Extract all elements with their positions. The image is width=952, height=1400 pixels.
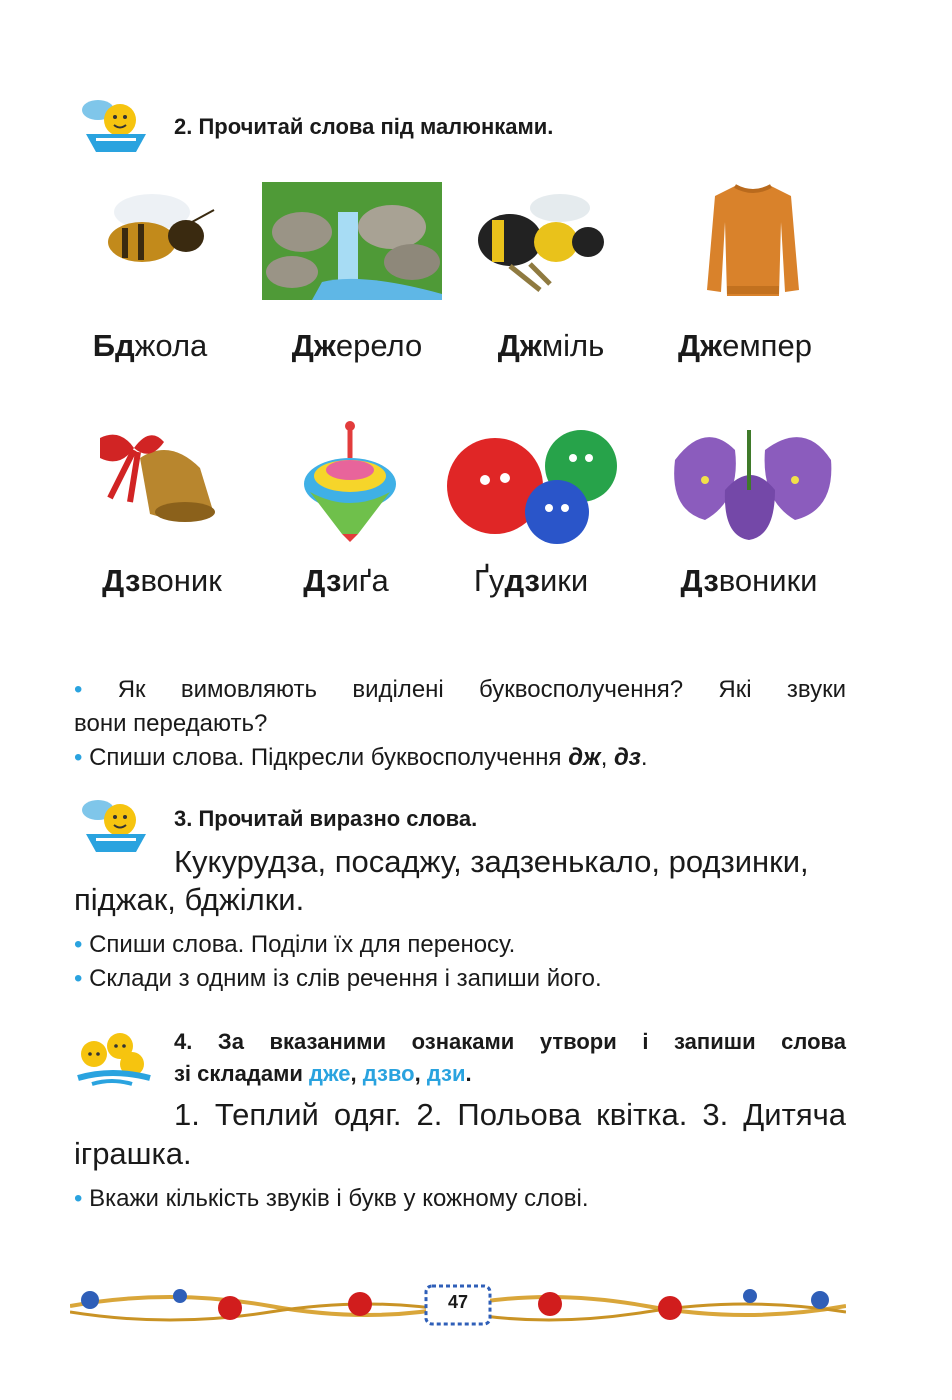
sun-boat-icon — [72, 796, 152, 858]
sun-boat-icon — [72, 96, 152, 158]
task-2-question-1-line-1: • Як вимовляють виділені буквосполучення? Які звуки — [74, 676, 847, 703]
word-dzvonyk: Дзвоник — [102, 563, 222, 598]
task-4-line-2: іграшка. — [74, 1136, 192, 1171]
task-3-words-line-1: Кукурудза, посаджу, задзенькало, родзинки, — [174, 844, 809, 879]
word-dzhmil: Джміль — [497, 328, 605, 363]
task-2-question-2: • Спиши слова. Підкресли буквосполучення дж, дз. — [74, 744, 648, 771]
word-gudzyky: Ґудзики — [473, 563, 589, 598]
word-dzvonyky: Дзвоники — [680, 563, 818, 598]
group-suns-icon — [72, 1028, 152, 1090]
task-2-question-1-line-2: вони передають? — [74, 710, 268, 737]
word-bdzhola: Бджола — [92, 328, 208, 363]
buttons-image — [445, 428, 620, 546]
word-dzyga: Дзиґа — [303, 563, 389, 598]
task-3-bullet-2: • Склади з одним із слів речення і запиши його. — [74, 965, 602, 992]
task-2-title: 2. Прочитай слова під малюнками. — [174, 114, 554, 139]
task-4-bullet-1: • Вкажи кількість звуків і букв у кожному слові. — [74, 1185, 589, 1212]
spinning-top-image — [300, 418, 400, 544]
bumblebee-image — [470, 180, 615, 300]
page-number: 47 — [447, 1292, 469, 1312]
spring-image — [262, 182, 442, 300]
task-3-words-line-2: піджак, бджілки. — [74, 882, 305, 917]
word-dzhemper: Джемпер — [678, 328, 812, 363]
task-3-title: 3. Прочитай виразно слова. — [174, 806, 478, 831]
task-4-title-line-2: зі складами дже, дзво, дзи. — [174, 1061, 472, 1086]
task-4-title-line-1: 4. За вказаними ознаками утвори і запиши слова — [174, 1029, 846, 1054]
task-3-bullet-1: • Спиши слова. Поділи їх для переносу. — [74, 931, 516, 958]
bee-image — [82, 180, 222, 280]
sweater-image — [705, 182, 801, 300]
word-dzherelo: Джерело — [291, 328, 423, 363]
bellflowers-image — [665, 420, 837, 542]
task-4-line-1: 1. Теплий одяг. 2. Польова квітка. 3. Дитяча — [174, 1097, 846, 1132]
bell-image — [90, 418, 222, 526]
